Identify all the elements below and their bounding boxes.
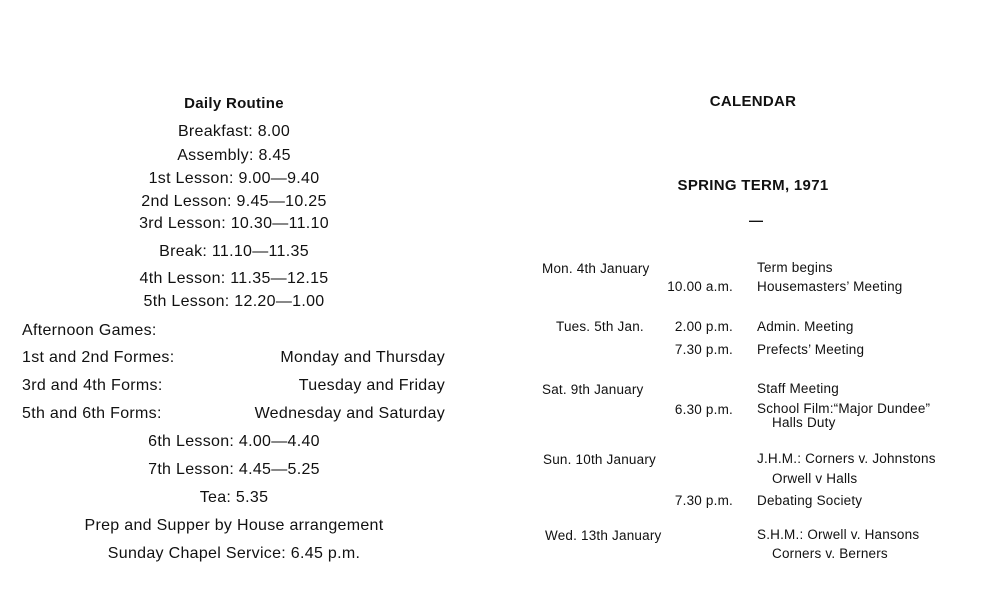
lesson-4-time: 4th Lesson: 11.35—12.15: [139, 270, 329, 287]
games-days: Monday and Thursday: [280, 349, 445, 366]
lesson-2-time: 2nd Lesson: 9.45—10.25: [141, 193, 327, 210]
lesson-5-time: 5th Lesson: 12.20—1.00: [143, 293, 325, 310]
entry-event: Staff Meeting: [757, 381, 839, 396]
daily-routine-title: Daily Routine: [184, 95, 284, 112]
entry-time: 7.30 p.m.: [674, 493, 733, 508]
entry-event: Debating Society: [757, 493, 863, 508]
entry-time: 7.30 p.m.: [674, 342, 733, 357]
entry-date: Tues. 5th Jan.: [556, 319, 644, 334]
games-days: Tuesday and Friday: [298, 377, 445, 394]
entry-time: 10.00 a.m.: [667, 279, 733, 294]
entry-time: 6.30 p.m.: [674, 402, 733, 417]
term-title: SPRING TERM, 1971: [677, 177, 829, 194]
lesson-7-time: 7th Lesson: 4.45—5.25: [148, 461, 320, 478]
entry-time: 2.00 p.m.: [674, 319, 733, 334]
afternoon-games-label: Afternoon Games:: [22, 322, 157, 339]
entry-event: Housemasters’ Meeting: [757, 279, 903, 294]
games-forms: 3rd and 4th Forms:: [22, 377, 163, 394]
entry-event: Admin. Meeting: [757, 319, 854, 334]
prep-supper-note: Prep and Supper by House arrangement: [84, 517, 384, 534]
divider-dash: —: [749, 212, 763, 228]
chapel-service-time: Sunday Chapel Service: 6.45 p.m.: [107, 545, 361, 562]
games-forms: 1st and 2nd Formes:: [22, 349, 175, 366]
lesson-6-time: 6th Lesson: 4.00—4.40: [148, 433, 320, 450]
entry-event: S.H.M.: Orwell v. Hansons: [757, 527, 920, 542]
entry-event: Orwell v Halls: [772, 471, 858, 486]
entry-event: School Film:“Major Dundee”: [757, 401, 931, 416]
entry-date: Sat. 9th January: [542, 382, 644, 397]
entry-event: Corners v. Berners: [772, 546, 888, 561]
games-days: Wednesday and Saturday: [254, 405, 445, 422]
lesson-3-time: 3rd Lesson: 10.30—11.10: [139, 215, 329, 232]
entry-event: Prefects’ Meeting: [757, 342, 865, 357]
breakfast-time: Breakfast: 8.00: [177, 123, 291, 140]
entry-event: Halls Duty: [772, 415, 836, 430]
entry-date: Sun. 10th January: [543, 452, 656, 467]
calendar-title: CALENDAR: [709, 93, 797, 110]
break-time: Break: 11.10—11.35: [159, 243, 309, 260]
entry-date: Wed. 13th January: [545, 528, 662, 543]
entry-event: Term begins: [757, 260, 833, 275]
entry-date: Mon. 4th January: [542, 261, 650, 276]
games-forms: 5th and 6th Forms:: [22, 405, 162, 422]
lesson-1-time: 1st Lesson: 9.00—9.40: [148, 170, 320, 187]
tea-time: Tea: 5.35: [199, 489, 269, 506]
assembly-time: Assembly: 8.45: [177, 147, 291, 164]
entry-event: J.H.M.: Corners v. Johnstons: [757, 451, 936, 466]
